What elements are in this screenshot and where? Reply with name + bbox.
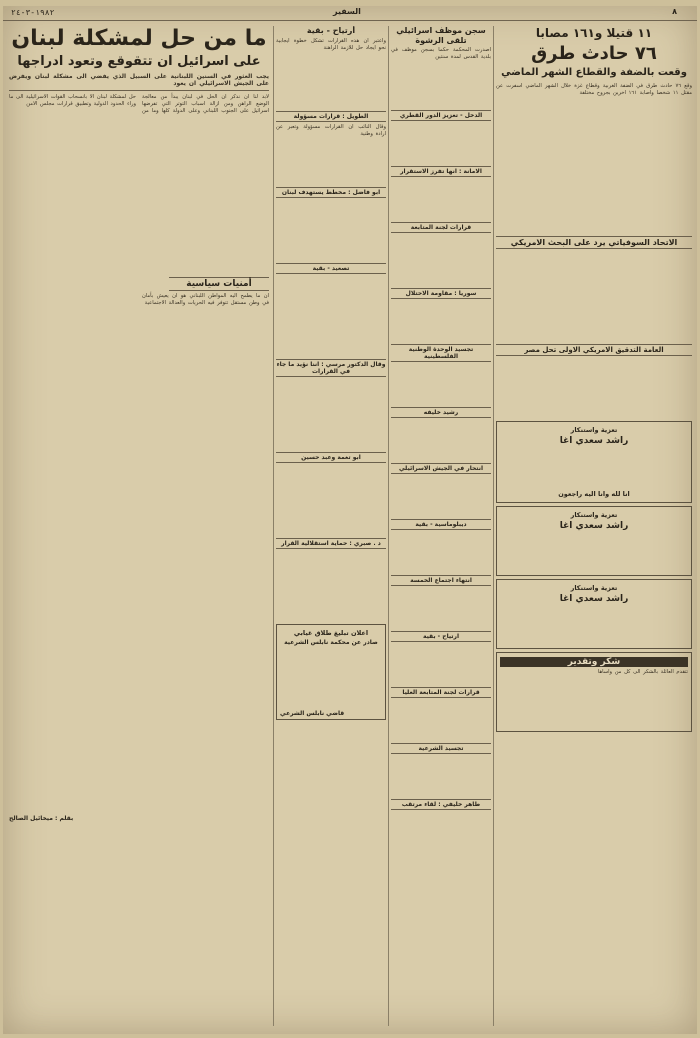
box-amana: الامانة : انها تفرز الاستقرار xyxy=(391,166,491,177)
road-accidents-body: وقع ٧٦ حادث طرق في الضفة الغربية وقطاع غزة خلال الشهر الماضي اسفرت عن مقتل ١١ شخصا واصابة ١٦١ اخرين بجروح مختلفة xyxy=(496,83,692,97)
condolence-name-3: راشد سعدي اغا xyxy=(559,594,629,605)
box-follow-up-body xyxy=(391,235,491,285)
box-diplomacy: ديبلوماسية - بقية xyxy=(391,519,491,530)
box-meeting-body xyxy=(391,812,491,852)
lebanon-body: لابد لنا ان نذكر ان الحل في لبنان يبدأ من معالجة الوضع الراهن ومن ازالة اسباب التوتر التي تفرضها اسرائيل على الجنوب اللبناني وعلى الدولة كلها وما من حل لمشكلة لبنان الا بانسحاب القوات الاسرائيلية الى ما وراء الحدود الدولية وتطبيق قرارات مجلس الامن xyxy=(9,93,269,114)
box-suicide-body xyxy=(391,476,491,516)
condolence-body-2 xyxy=(500,533,688,573)
road-accidents-headline: ٧٦ حادث طرق xyxy=(531,43,657,65)
box-legit-body xyxy=(391,756,491,796)
box-qatari-body xyxy=(391,123,491,163)
column-rule xyxy=(388,26,389,1026)
box-supreme: قرارات لجنة المتابعة العليا xyxy=(391,687,491,698)
divorce-notice xyxy=(276,624,386,720)
box-syria: سوريا : مقاومة الاحتلال xyxy=(391,288,491,299)
thanks-body: تتقدم العائلة بالشكر الى كل من واساها xyxy=(597,669,688,676)
wishes-body: ان ما يطمح اليه المواطن اللبناني هو ان يعيش بأمان في وطن مستقل تتوفر فيه الحريات والعدالة الاجتماعية xyxy=(142,292,269,306)
box-khalifa-body xyxy=(391,420,491,460)
condolence-name-2: راشد سعدي اغا xyxy=(559,521,629,532)
bribery-body: اصدرت المحكمة حكما بسجن موظف في بلدية القدس لمدة سنتين xyxy=(391,47,491,61)
box-khalifa: رشيد خليفه xyxy=(391,407,491,418)
bribery-headline: سجن موظف اسرائيلي تلقى الرشوة xyxy=(396,26,486,45)
box-qatari: الدخل - تعزيز الدور القطري xyxy=(391,110,491,121)
lebanon-sub-headline: على اسرائيل ان تتقوقع وتعود ادراجها xyxy=(17,54,261,70)
condolence-notice xyxy=(496,421,692,503)
divorce-notice-title: اعلان تبليغ طلاق غيابي xyxy=(293,628,369,637)
box-follow-up: قرارات لجنة المتابعة xyxy=(391,222,491,233)
box-five-body xyxy=(391,588,491,628)
box-relief-body xyxy=(391,644,491,684)
divider xyxy=(9,90,269,91)
divorce-notice-body xyxy=(280,648,382,708)
relief-body: واعتبر ان هذه القرارات تشكل خطوة ايجابية نحو ايجاد حل للازمة الراهنة xyxy=(276,37,386,51)
condolence-title-2: تعزية واستنكار xyxy=(570,511,618,520)
box-suicide: انتحار في الجيش الاسرائيلي xyxy=(391,463,491,474)
box-diplomacy-body xyxy=(391,532,491,572)
relief-headline: أرتياح - بقية xyxy=(306,26,356,35)
sabri-body xyxy=(276,551,386,621)
soviet-reply-body xyxy=(496,251,692,341)
newspaper-page xyxy=(3,6,697,1034)
condolence-footer: انا لله وانا اليه راجعون xyxy=(558,490,630,499)
masthead xyxy=(3,6,697,21)
box-legit: تجسيد الشرعية xyxy=(391,743,491,754)
box-meeting: طاهر خليفي : لقاء مرتقب xyxy=(391,799,491,810)
abu-taghma-headline: ابو تغمة وعبد حسين xyxy=(276,452,386,463)
masthead-page-number: ٨ xyxy=(672,7,677,16)
condolence-notice-3 xyxy=(496,579,692,649)
divorce-notice-subtitle: صادر عن محكمة نابلس الشرعية xyxy=(284,638,378,646)
egypt-body xyxy=(496,358,692,418)
abu-fadel-body xyxy=(276,200,386,260)
box-supreme-body xyxy=(391,700,491,740)
road-accidents-subheadline: وقعت بالضفة والقطاع الشهر الماضي xyxy=(501,67,687,79)
condolence-title: تعزية واستنكار xyxy=(570,426,618,435)
sabri-headline: د . صبري : حماية استقلالية القرار xyxy=(276,538,386,549)
column-center-left xyxy=(276,26,386,1026)
soviet-reply-headline: الاتحاد السوفياتي يرد على البحث الامريكي xyxy=(496,236,692,249)
box-relief: ارتياح - بقية xyxy=(391,631,491,642)
masthead-date: ١٩٨٢-٣-٢٤ xyxy=(11,8,55,17)
condolence-notice-2 xyxy=(496,506,692,576)
escalation-body xyxy=(276,276,386,356)
condolence-body xyxy=(500,448,688,488)
wishes-headline: أمنيات سياسية xyxy=(169,277,269,291)
condolence-name: راشد سعدي اغا xyxy=(559,436,629,447)
escalation-headline: تصعيد - بقية xyxy=(276,263,386,274)
road-accidents-kicker: ١١ قتيلا و١٦١ مصابا xyxy=(535,26,653,40)
masthead-paper-name: السفير xyxy=(333,7,361,16)
lebanon-main-headline: ما من حل لمشكلة لبنان xyxy=(11,26,267,51)
column-left xyxy=(9,26,269,1026)
condolence-title-3: تعزية واستنكار xyxy=(570,584,618,593)
condolence-body-3 xyxy=(500,606,688,646)
abu-fadel-headline: ابو فاضل : مخطط يستهدف لبنان xyxy=(276,187,386,198)
column-right xyxy=(496,26,692,1026)
abu-taghma-body xyxy=(276,465,386,535)
egypt-headline: العامة التدقيق الامريكي الاولى تحل مصر xyxy=(496,344,692,356)
thanks-title: شكر وتقدير xyxy=(500,657,688,667)
column-rule xyxy=(493,26,494,1026)
box-unity-body xyxy=(391,364,491,404)
box-unity: تجسيد الوحدة الوطنية الفلسطينية xyxy=(391,344,491,362)
lebanon-signature: بقلم : ميخائيل الصالح xyxy=(9,814,74,822)
morsi-body xyxy=(276,379,386,449)
lebanon-lead: يجب العثور في السنين اللبنانية على السبيل الذي يفضي الى مشكلة لبنان ويفرض على الجيش الاسرائيلي ان يعود xyxy=(9,72,269,87)
thanks-notice xyxy=(496,652,692,732)
taweel-body: وقال النائب ان القرارات مسؤولة وتعبر عن ارادة وطنية xyxy=(276,123,386,137)
taweel-headline: الطويل : قرارات مسؤولة xyxy=(276,111,386,122)
divorce-notice-signature: قاضي نابلس الشرعي xyxy=(280,709,345,717)
morsi-headline: وقال الدكتور مرسي : اننا نؤيد ما جاء في القرارات xyxy=(276,360,386,375)
column-rule xyxy=(273,26,274,1026)
column-center-right xyxy=(391,26,491,1026)
box-five: انتهاء اجتماع الخمسة xyxy=(391,575,491,586)
box-amana-body xyxy=(391,179,491,219)
box-syria-body xyxy=(391,301,491,341)
